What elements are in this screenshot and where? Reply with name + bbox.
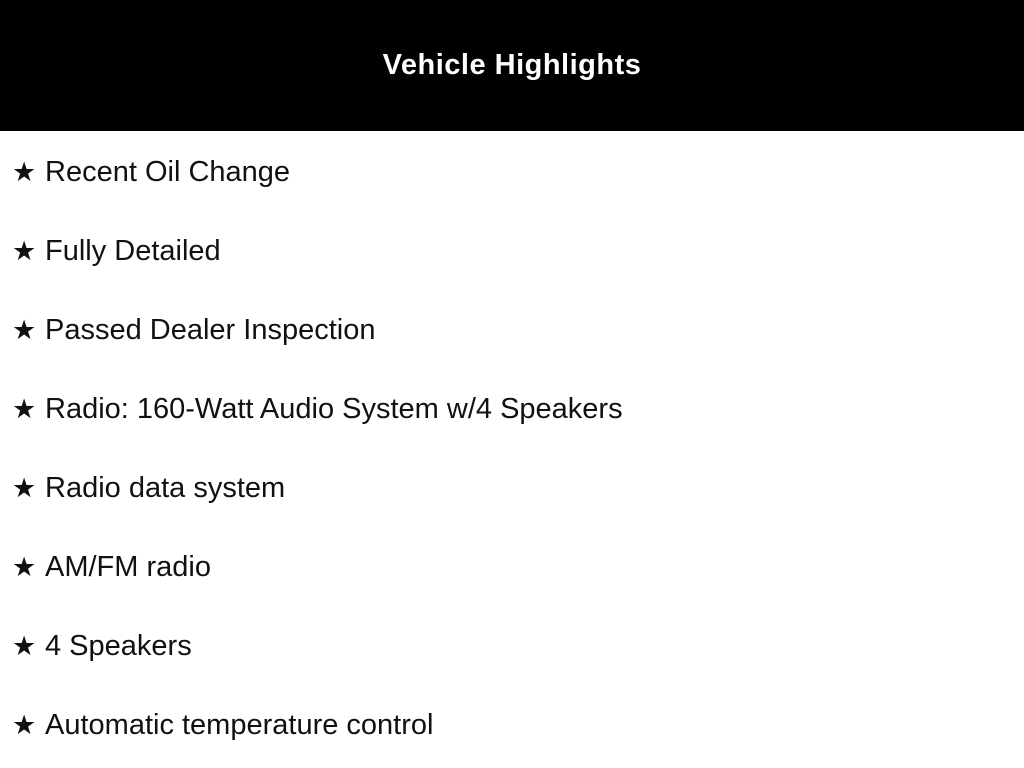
- star-icon: ★: [12, 710, 37, 740]
- list-item-label: Radio: 160-Watt Audio System w/4 Speakers: [45, 393, 623, 425]
- list-item: [0, 133, 1024, 212]
- highlights-list: [0, 131, 1024, 765]
- list-item: [0, 449, 1024, 528]
- page-title: Vehicle Highlights: [382, 49, 642, 81]
- star-icon: ★: [12, 552, 37, 582]
- star-icon: ★: [12, 157, 37, 187]
- list-item: [0, 370, 1024, 449]
- star-icon: ★: [12, 394, 37, 424]
- list-item-label: Radio data system: [45, 472, 286, 504]
- list-item-label: Automatic temperature control: [45, 709, 434, 741]
- list-item: [0, 212, 1024, 291]
- list-item-label: Passed Dealer Inspection: [45, 314, 376, 346]
- star-icon: ★: [12, 631, 37, 661]
- list-item: [0, 528, 1024, 607]
- list-item: [0, 686, 1024, 765]
- list-item-label: 4 Speakers: [45, 630, 192, 662]
- star-icon: ★: [12, 236, 37, 266]
- list-item-label: AM/FM radio: [45, 551, 211, 583]
- star-icon: ★: [12, 473, 37, 503]
- star-icon: ★: [12, 315, 37, 345]
- page-header: [0, 0, 1024, 131]
- list-item-label: Fully Detailed: [45, 235, 221, 267]
- list-item: [0, 607, 1024, 686]
- list-item: [0, 291, 1024, 370]
- list-item-label: Recent Oil Change: [45, 156, 291, 188]
